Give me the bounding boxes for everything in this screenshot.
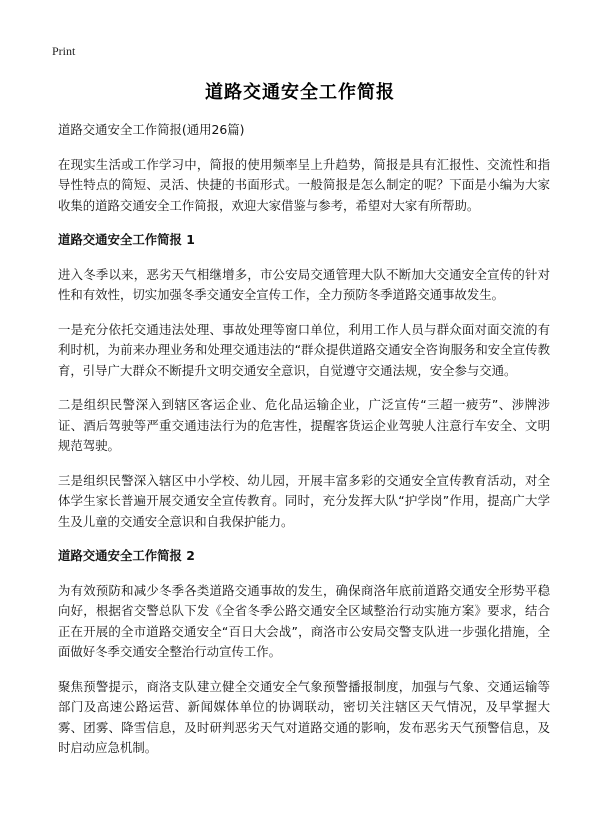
section-2-paragraph-2: 聚焦预警提示，商洛支队建立健全交通安全气象预警播报制度，加强与气象、交通运输等部门及高速公路运营、新闻媒体单位的协调联动，密切关注辖区天气情况，及早掌握大雾、团雾、降雪信息，及时研判恶劣天气对道路交通的影响，发布恶劣天气预警信息，及时启动应急机制。 xyxy=(58,678,550,755)
section-1-paragraph-3: 二是组织民警深入到辖区客运企业、危化品运输企业，广泛宣传“三超一疲劳”、涉牌涉证、酒后驾驶等严重交通违法行为的危害性，提醒客货运企业驾驶人注意行车安全、文明规范驾驶。 xyxy=(58,397,550,453)
document-subtitle: 道路交通安全工作简报(通用26篇) xyxy=(58,122,245,137)
print-label[interactable]: Print xyxy=(52,44,76,58)
section-1-paragraph-2: 一是充分依托交通违法处理、事故处理等窗口单位，利用工作人员与群众面对面交流的有利时机，为前来办理业务和处理交通违法的“群众提供道路交通安全咨询服务和安全宣传教育，引导广大群众不断提升文明交通安全意识，自觉遵守交通法规，安全参与交通。 xyxy=(58,321,550,378)
section-1-paragraph-1: 进入冬季以来，恶劣天气相继增多，市公安局交通管理大队不断加大交通安全宣传的针对性和有效性，切实加强冬季交通安全宣传工作，全力预防冬季道路交通事故发生。 xyxy=(58,266,550,302)
section-1-paragraph-4: 三是组织民警深入辖区中小学校、幼儿园，开展丰富多彩的交通安全宣传教育活动，对全体学生家长普遍开展交通安全宣传教育。同时，充分发挥大队“护学岗”作用，提高广大学生及儿童的交通安全意识和自我保护能力。 xyxy=(58,472,550,529)
section-heading-1: 道路交通安全工作简报 1 xyxy=(58,232,195,247)
document-body xyxy=(58,120,550,773)
intro-paragraph: 在现实生活或工作学习中，简报的使用频率呈上升趋势，简报是具有汇报性、交流性和指导性特点的简短、灵活、快捷的书面形式。一般简报是怎么制定的呢？下面是小编为大家收集的道路交通安全工作简报，欢迎大家借鉴与参考，希望对大家有所帮助。 xyxy=(58,156,550,213)
section-heading-2: 道路交通安全工作简报 2 xyxy=(58,548,195,563)
page-title: 道路交通安全工作简报 xyxy=(205,82,395,103)
section-2-paragraph-1: 为有效预防和减少冬季各类道路交通事故的发生，确保商洛年底前道路交通安全形势平稳向好，根据省交警总队下发《全省冬季公路交通安全区域整治行动实施方案》要求，结合正在开展的全市道路交通安全“百日大会战”，商洛市公安局交警支队进一步强化措施，全面做好冬季交通安全整治行动宣传工作。 xyxy=(58,582,550,659)
